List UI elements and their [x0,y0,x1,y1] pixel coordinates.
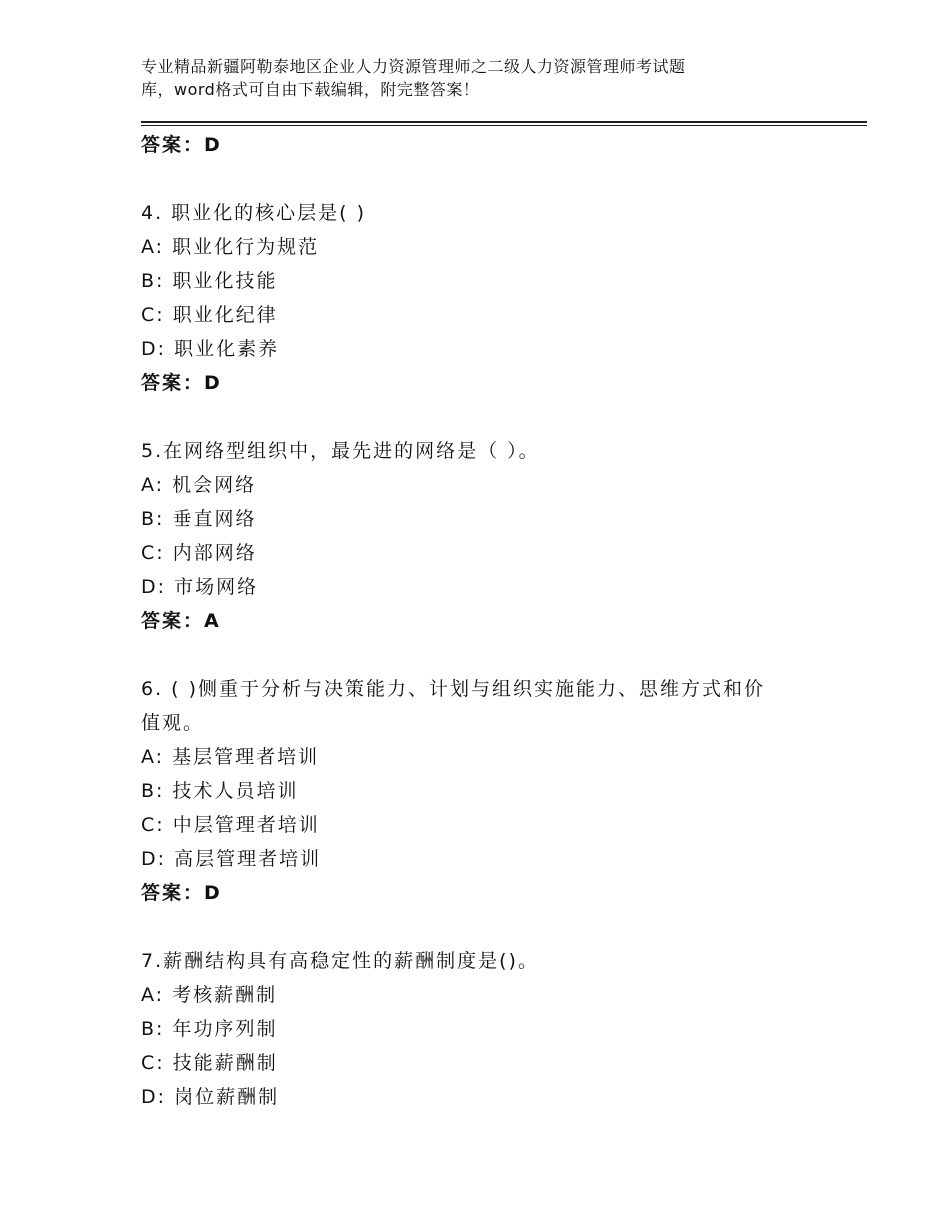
question-5-option-c: C: 内部网络 [141,542,257,564]
header-title-line-2: 库，word格式可自由下载编辑，附完整答案！ [141,80,480,99]
question-6-answer: 答案：D [141,882,222,904]
question-4-option-d: D: 职业化素养 [141,338,280,360]
question-6-stem-line-2: 值观。 [141,712,205,734]
question-4-option-a: A: 职业化行为规范 [141,236,320,258]
spacer [141,400,841,434]
document-body [141,128,841,1114]
answer-q3: 答案：D [141,134,222,156]
question-6-stem-line-1: 6. ( )侧重于分析与决策能力、计划与组织实施能力、思维方式和价 [141,678,766,700]
question-7-option-d: D: 岗位薪酬制 [141,1086,280,1108]
document-header [141,55,801,101]
question-7-stem: 7.薪酬结构具有高稳定性的薪酬制度是()。 [141,950,539,972]
question-4-option-b: B: 职业化技能 [141,270,278,292]
spacer [141,910,841,944]
question-6-option-a: A: 基层管理者培训 [141,746,320,768]
question-5-option-a: A: 机会网络 [141,474,257,496]
question-4-stem: 4. 职业化的核心层是( ) [141,202,367,224]
header-rule-thick [141,121,867,123]
question-6-option-c: C: 中层管理者培训 [141,814,320,836]
question-5-stem: 5.在网络型组织中，最先进的网络是（ ）。 [141,440,540,462]
question-4-answer: 答案：D [141,372,222,394]
question-6-option-b: B: 技术人员培训 [141,780,299,802]
question-5-option-d: D: 市场网络 [141,576,259,598]
spacer [141,638,841,672]
question-4-option-c: C: 职业化纪律 [141,304,278,326]
header-rule-thin [141,125,867,126]
question-6-option-d: D: 高层管理者培训 [141,848,322,870]
spacer [141,162,841,196]
question-7-option-a: A: 考核薪酬制 [141,984,278,1006]
question-7-option-b: B: 年功序列制 [141,1018,278,1040]
question-7-option-c: C: 技能薪酬制 [141,1052,278,1074]
header-title-line-1: 专业精品新疆阿勒泰地区企业人力资源管理师之二级人力资源管理师考试题 [141,57,686,76]
question-5-option-b: B: 垂直网络 [141,508,257,530]
question-5-answer: 答案：A [141,610,221,632]
